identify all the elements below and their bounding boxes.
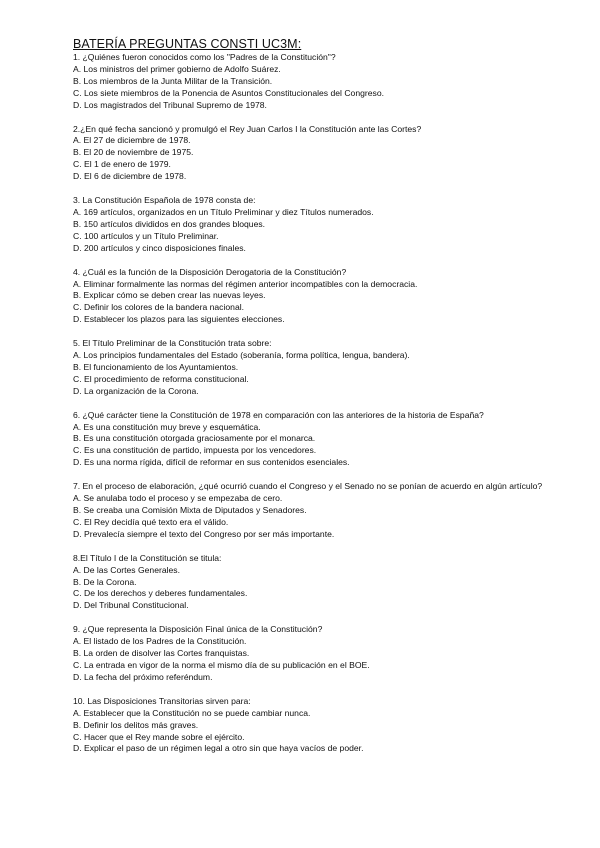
answer-option: A. 169 artículos, organizados en un Título Preliminar y diez Títulos numerados. [73,206,374,217]
answer-option: A. De las Cortes Generales. [73,564,180,575]
question-text: 10. Las Disposiciones Transitorias sirven para: [73,695,251,706]
answer-option: A. Es una constitución muy breve y esquemática. [73,421,261,432]
answer-option: B. Los miembros de la Junta Militar de la Transición. [73,75,273,86]
answer-option: B. Se creaba una Comisión Mixta de Diputados y Senadores. [73,505,307,515]
question-block [73,338,560,398]
answer-option: A. Los ministros del primer gobierno de Adolfo Suárez. [73,63,281,74]
question-block [73,553,560,613]
answer-option: D. Prevalecía siempre el texto del Congreso por ser más importante. [73,528,335,539]
answer-option: C. Definir los colores de la bandera nacional. [73,302,245,313]
question-block [73,481,560,541]
answer-option: C. Es una constitución de partido, impuesta por los vencedores. [73,445,317,456]
question-block [73,52,560,112]
answer-option: D. La organización de la Corona. [73,385,199,396]
answer-option: D. Del Tribunal Constitucional. [73,600,189,611]
answer-option: D. La fecha del próximo referéndum. [73,671,213,682]
answer-option: B. La orden de disolver las Cortes franquistas. [73,648,250,659]
answer-option: C. El Rey decidía qué texto era el válido. [73,516,229,527]
question-block [73,124,560,184]
question-text: 2.¿En qué fecha sancionó y promulgó el Rey Juan Carlos I la Constitución ante las Cortes? [73,123,422,134]
answer-option: B. Definir los delitos más graves. [73,719,199,730]
answer-option: D. Es una norma rígida, difícil de reformar en sus contenidos esenciales. [73,457,350,468]
answer-option: D. Los magistrados del Tribunal Supremo de 1978. [73,99,267,110]
question-text: 7. En el proceso de elaboración, ¿qué ocurrió cuando el Congreso y el Senado no se ponían de acuerdo en algún artículo? [73,481,543,492]
answer-option: D. 200 artículos y cinco disposiciones finales. [73,242,246,253]
question-text: 8.El Título I de la Constitución se titula: [73,552,222,563]
answer-option: C. 100 artículos y un Título Preliminar. [73,230,219,241]
answer-option: B. 150 artículos divididos en dos grandes bloques. [73,218,266,229]
question-text: 5. El Título Preliminar de la Constitución trata sobre: [73,338,272,349]
answer-option: B. Es una constitución otorgada graciosamente por el monarca. [73,433,316,444]
answer-option: A. Establecer que la Constitución no se puede cambiar nunca. [73,707,311,718]
answer-option: D. El 6 de diciembre de 1978. [73,171,187,182]
question-text: 6. ¿Qué carácter tiene la Constitución de 1978 en comparación con las anteriores de la historia de España? [73,409,484,420]
document-title: BATERÍA PREGUNTAS CONSTI UC3M: [73,37,302,51]
answer-option: C. De los derechos y deberes fundamentales. [73,588,248,599]
question-block [73,267,560,327]
answer-option: A. El 27 de diciembre de 1978. [73,135,191,146]
question-block [73,696,560,756]
answer-option: A. El listado de los Padres de la Constitución. [73,636,247,647]
answer-option: C. Hacer que el Rey mande sobre el ejército. [73,731,245,742]
answer-option: C. El 1 de enero de 1979. [73,159,171,170]
question-list [73,52,560,755]
answer-option: D. Establecer los plazos para las siguientes elecciones. [73,314,285,325]
question-block [73,624,560,684]
answer-option: C. El procedimiento de reforma constitucional. [73,373,249,384]
question-text: 9. ¿Que representa la Disposición Final única de la Constitución? [73,624,323,635]
answer-option: D. Explicar el paso de un régimen legal a otro sin que haya vacíos de poder. [73,743,364,754]
answer-option: A. Eliminar formalmente las normas del régimen anterior incompatibles con la democracia. [73,278,418,289]
answer-option: B. El funcionamiento de los Ayuntamientos. [73,361,239,372]
answer-option: A. Los principios fundamentales del Estado (soberanía, forma política, lengua, bandera). [73,350,410,361]
question-text: 3. La Constitución Española de 1978 consta de: [73,195,256,206]
answer-option: B. Explicar cómo se deben crear las nuevas leyes. [73,290,266,301]
question-text: 4. ¿Cuál es la función de la Disposición Derogatoria de la Constitución? [73,266,347,277]
answer-option: C. Los siete miembros de la Ponencia de Asuntos Constitucionales del Congreso. [73,87,384,98]
answer-option: B. El 20 de noviembre de 1975. [73,147,194,158]
answer-option: C. La entrada en vigor de la norma el mismo día de su publicación en el BOE. [73,659,370,670]
answer-option: A. Se anulaba todo el proceso y se empezaba de cero. [73,493,283,504]
question-text: 1. ¿Quiénes fueron conocidos como los "Padres de la Constitución"? [73,52,336,62]
question-block [73,410,560,470]
answer-option: B. De la Corona. [73,576,137,587]
question-block [73,195,560,255]
